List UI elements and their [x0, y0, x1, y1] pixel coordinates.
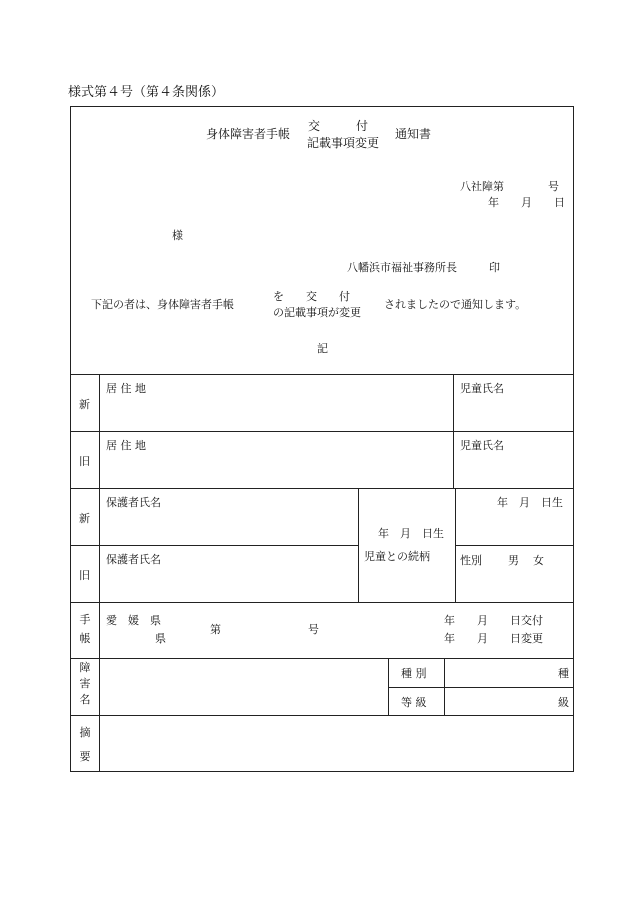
- divider-row6: [70, 715, 574, 716]
- row-tag-new: 新: [79, 398, 90, 411]
- type-unit: 種: [558, 667, 569, 680]
- disability-label-line-left: [388, 658, 389, 715]
- birth-column-line-left: [358, 488, 359, 602]
- changed-date: 年 月 日変更: [444, 632, 543, 645]
- birth-column-line-right: [455, 488, 456, 602]
- divider-row3-left: [70, 545, 358, 546]
- divider-disability-mid: [388, 687, 574, 688]
- title-option-change: 記載事項変更: [307, 136, 380, 150]
- row-tag-char: 手: [79, 613, 91, 626]
- child-name-label: 児童氏名: [460, 382, 504, 395]
- row-tag-techo: [71, 614, 99, 644]
- row-tag-char: 障: [79, 661, 91, 674]
- title-option-issue: 交 付: [308, 119, 369, 133]
- ki-heading: 記: [317, 342, 328, 355]
- relation-label: 児童との続柄: [364, 550, 430, 563]
- title-left: 身体障害者手帳: [206, 127, 291, 141]
- handbook-number-prefix: 第: [210, 623, 221, 636]
- notice-number: 八社障第 号: [460, 180, 559, 193]
- grade-label: 等 級: [401, 696, 427, 709]
- divider-row5: [70, 658, 574, 659]
- notice-date: 年 月 日: [488, 196, 565, 209]
- guardian-name-label: 保護者氏名: [106, 553, 161, 566]
- divider-row2: [70, 488, 574, 489]
- addressee-suffix: 様: [172, 229, 183, 242]
- row-tag-char: 帳: [79, 632, 91, 645]
- child-birth-date: 年 月 日生: [497, 496, 563, 509]
- title-right: 通知書: [395, 127, 432, 141]
- sender-name: 八幡浜市福祉事務所長: [347, 261, 457, 274]
- row-tag-old: 旧: [79, 455, 90, 468]
- sex-label: 性別: [460, 554, 482, 567]
- body-text-right: されましたので通知します。: [384, 298, 527, 311]
- divider-row4: [70, 602, 574, 603]
- row-tag-remarks: [71, 727, 99, 762]
- sex-female-option[interactable]: 女: [533, 554, 544, 567]
- issued-date: 年 月 日交付: [444, 614, 543, 627]
- body-option-change: の記載事項が変更: [273, 306, 361, 319]
- divider-row3-right: [455, 545, 574, 546]
- prefecture-other: 県: [155, 632, 166, 645]
- body-text-left: 下記の者は、身体障害者手帳: [91, 298, 234, 311]
- address-label: 居 住 地: [106, 439, 146, 452]
- row-tag-char: 害: [79, 677, 91, 690]
- row-tag-char: 要: [79, 750, 91, 763]
- handbook-number-suffix: 号: [308, 623, 319, 636]
- guardian-birth-date: 年 月 日生: [378, 527, 444, 540]
- row-tag-old: 旧: [79, 569, 90, 582]
- seal-mark: 印: [489, 261, 500, 274]
- prefecture-ehime: 愛 媛 県: [106, 614, 161, 627]
- disability-label-line-right: [444, 658, 445, 715]
- grade-unit: 級: [558, 696, 569, 709]
- child-name-column-line: [453, 374, 454, 488]
- divider-row1: [70, 431, 574, 432]
- row-tag-new: 新: [79, 512, 90, 525]
- tag-column-line: [99, 374, 100, 772]
- row-tag-char: 名: [79, 693, 91, 706]
- address-label: 居 住 地: [106, 382, 146, 395]
- divider-header: [70, 374, 574, 375]
- type-label: 種 別: [401, 667, 427, 680]
- sex-male-option[interactable]: 男: [508, 554, 519, 567]
- child-name-label: 児童氏名: [460, 439, 504, 452]
- body-option-issue: を 交 付: [273, 290, 350, 303]
- row-tag-char: 摘: [79, 726, 91, 739]
- guardian-name-label: 保護者氏名: [106, 496, 161, 509]
- form-label: 様式第４号（第４条関係）: [68, 85, 225, 100]
- row-tag-disability: [71, 662, 99, 705]
